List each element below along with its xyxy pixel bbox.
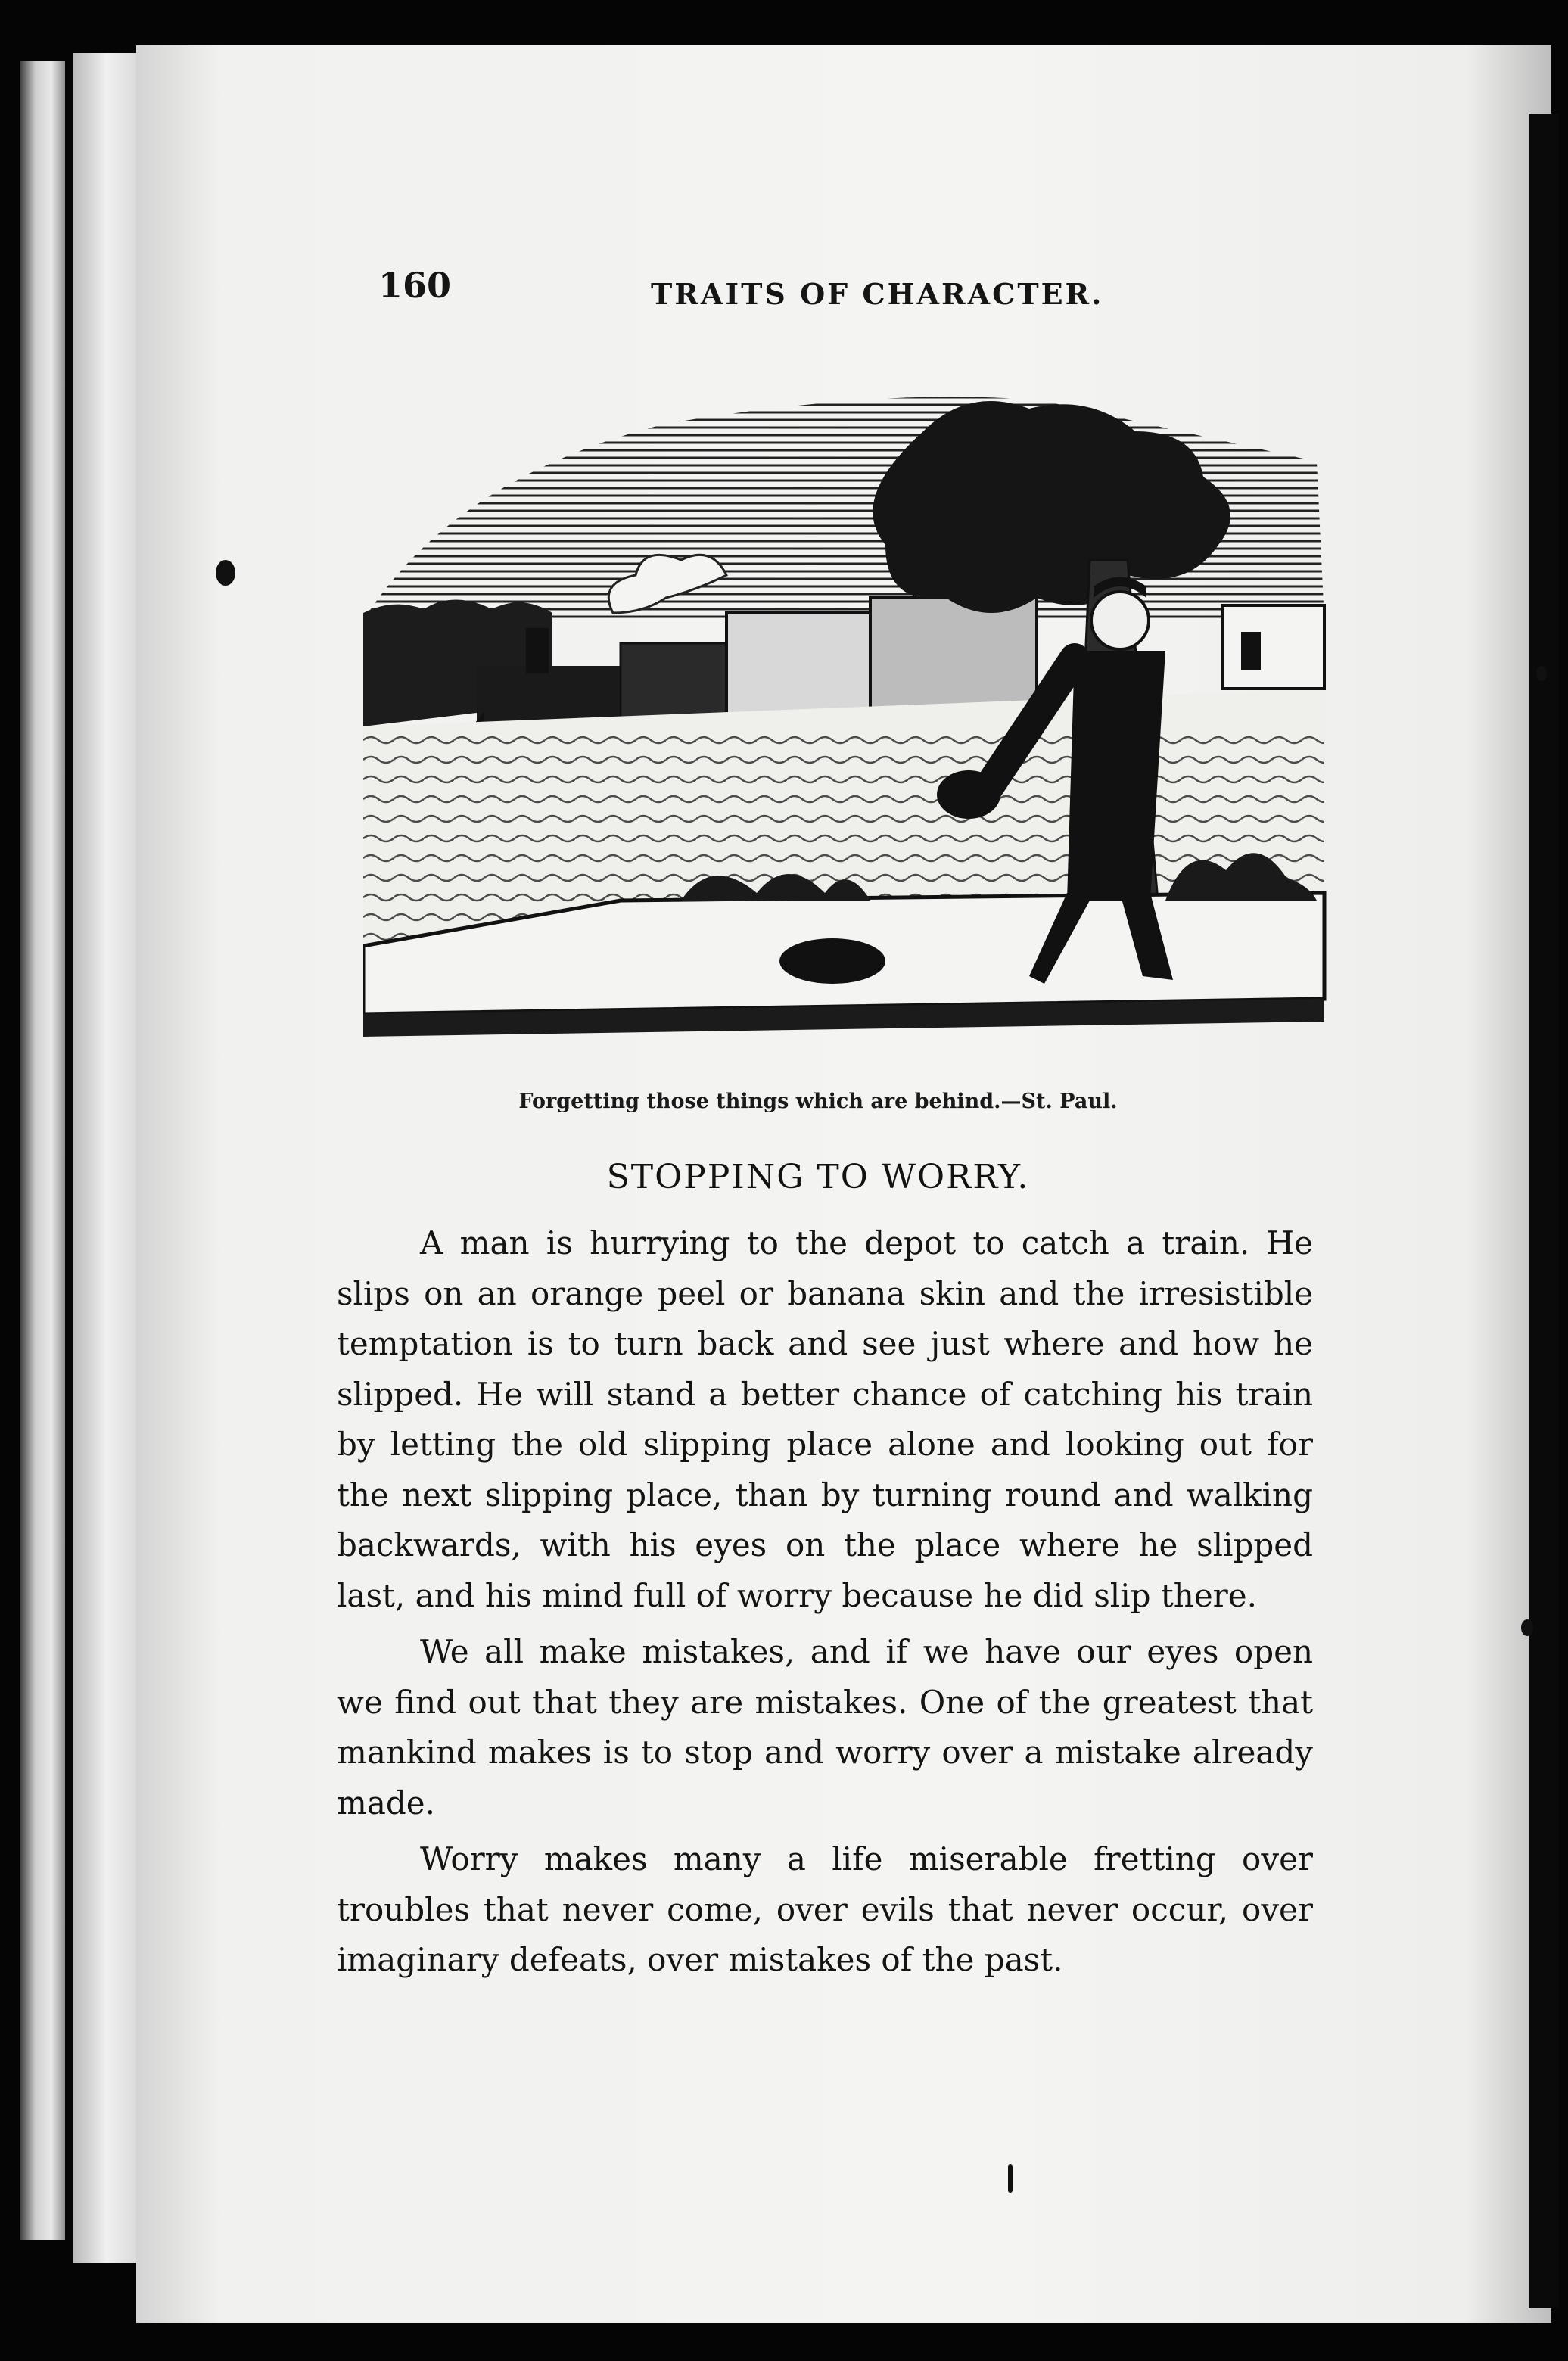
paragraph: Worry makes many a life miserable fretting over troubles that never come, over evils that never occur, over imaginary defeats, over mistakes of the past. — [337, 1840, 1313, 1978]
ink-speck — [1008, 2164, 1013, 2193]
section-title: STOPPING TO WORRY. — [606, 1158, 1030, 1196]
running-title: TRAITS OF CHARACTER. — [651, 277, 1104, 311]
ink-speck — [1521, 1619, 1533, 1636]
body-text — [337, 1218, 1313, 1992]
previous-page-edge — [20, 61, 65, 2240]
engraving-illustration — [363, 371, 1332, 1044]
paragraph: We all make mistakes, and if we have our eyes open we find out that they are mistakes. One of the greatest that mankind makes is to stop and worry over a mistake already made. — [337, 1633, 1313, 1821]
fallen-hat — [779, 938, 885, 984]
illustration-caption: Forgetting those things which are behind.—St. Paul. — [518, 1090, 1118, 1113]
ink-speck — [1536, 666, 1547, 681]
running-head — [378, 265, 1286, 318]
paragraph: A man is hurrying to the depot to catch a train. He slips on an orange peel or banana skin and the irresistible temptation is to turn back and see just where and how he slipped. He will stand a better chance of catching his train by letting the old slipping place alone and looking out for the next slipping place, than by turning round and walking backwards, with his eyes on the place where he slipped last, and his mind full of worry because he did slip there. — [337, 1224, 1313, 1614]
page-number: 160 — [378, 265, 452, 306]
ink-speck — [216, 560, 235, 586]
building — [1222, 605, 1324, 689]
page-right-edge-shadow — [1529, 114, 1559, 2308]
